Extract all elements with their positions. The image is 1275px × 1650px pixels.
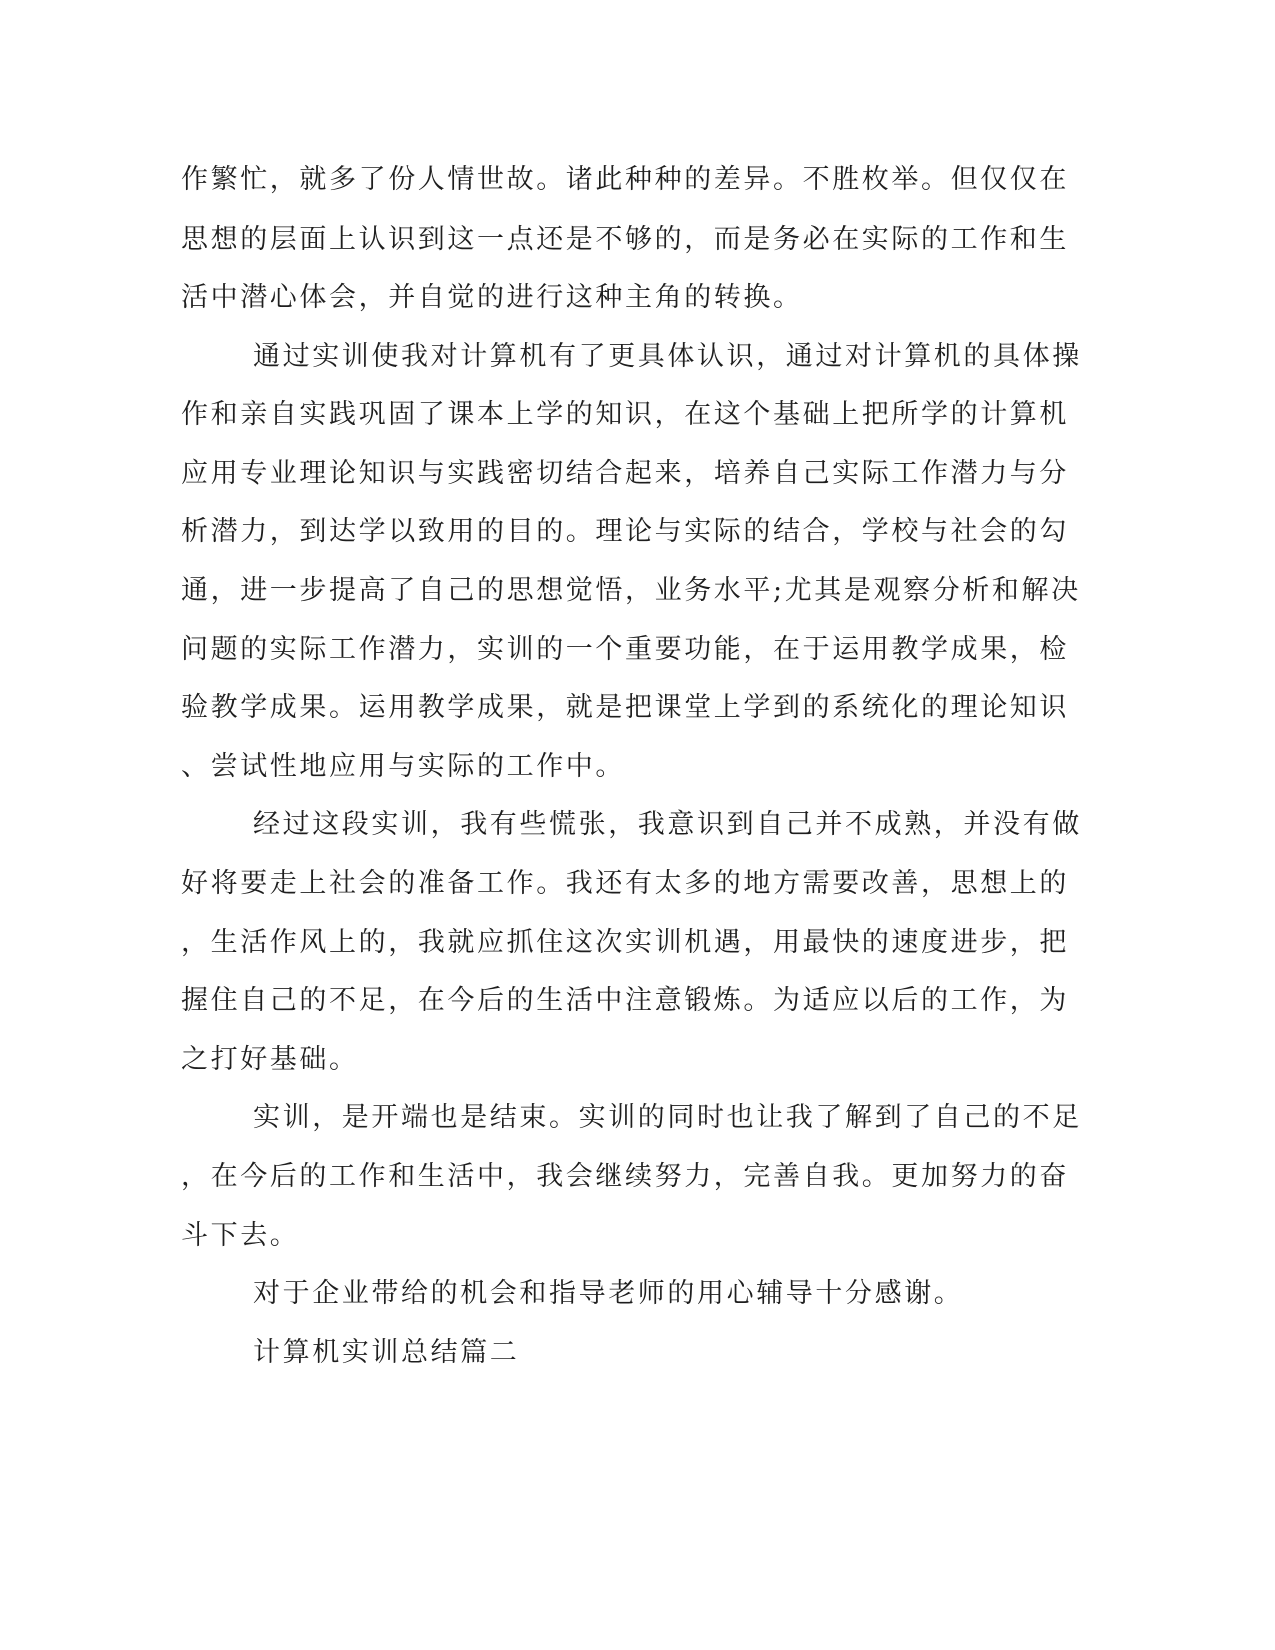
text-line: 、尝试性地应用与实际的工作中。 (181, 751, 625, 782)
text-line: 问题的实际工作潜力，实训的一个重要功能，在于运用教学成果，检 (181, 634, 1069, 665)
paragraph-first-line: 经过这段实训，我有些慌张，我意识到自己并不成熟，并没有做 (253, 809, 1082, 840)
text-line: 握住自己的不足，在今后的生活中注意锻炼。为适应以后的工作，为 (181, 985, 1069, 1016)
text-line: 验教学成果。运用教学成果，就是把课堂上学到的系统化的理论知识 (181, 692, 1069, 723)
text-line: 思想的层面上认识到这一点还是不够的，而是务必在实际的工作和生 (181, 224, 1069, 255)
text-line: ，在今后的工作和生活中，我会继续努力，完善自我。更加努力的奋 (181, 1161, 1069, 1192)
text-line: 析潜力，到达学以致用的目的。理论与实际的结合，学校与社会的勾 (181, 516, 1069, 547)
text-line: 通，进一步提高了自己的思想觉悟，业务水平;尤其是观察分析和解决 (181, 575, 1081, 606)
text-line: 斗下去。 (181, 1220, 300, 1251)
paragraph-first-line: 对于企业带给的机会和指导老师的用心辅导十分感谢。 (253, 1278, 964, 1309)
text-line: 作和亲自实践巩固了课本上学的知识，在这个基础上把所学的计算机 (181, 399, 1069, 430)
section-heading: 计算机实训总结篇二 (253, 1337, 520, 1368)
text-line: 之打好基础。 (181, 1044, 359, 1075)
text-line: 应用专业理论知识与实践密切结合起来，培养自己实际工作潜力与分 (181, 458, 1069, 489)
paragraph-first-line: 实训，是开端也是结束。实训的同时也让我了解到了自己的不足 (253, 1102, 1082, 1133)
text-line: 活中潜心体会，并自觉的进行这种主角的转换。 (181, 282, 803, 313)
text-line: 作繁忙，就多了份人情世故。诸此种种的差异。不胜枚举。但仅仅在 (181, 164, 1069, 195)
paragraph-first-line: 通过实训使我对计算机有了更具体认识，通过对计算机的具体操 (253, 341, 1082, 372)
text-line: 好将要走上社会的准备工作。我还有太多的地方需要改善，思想上的 (181, 868, 1069, 899)
text-line: ，生活作风上的，我就应抓住这次实训机遇，用最快的速度进步，把 (181, 927, 1069, 958)
